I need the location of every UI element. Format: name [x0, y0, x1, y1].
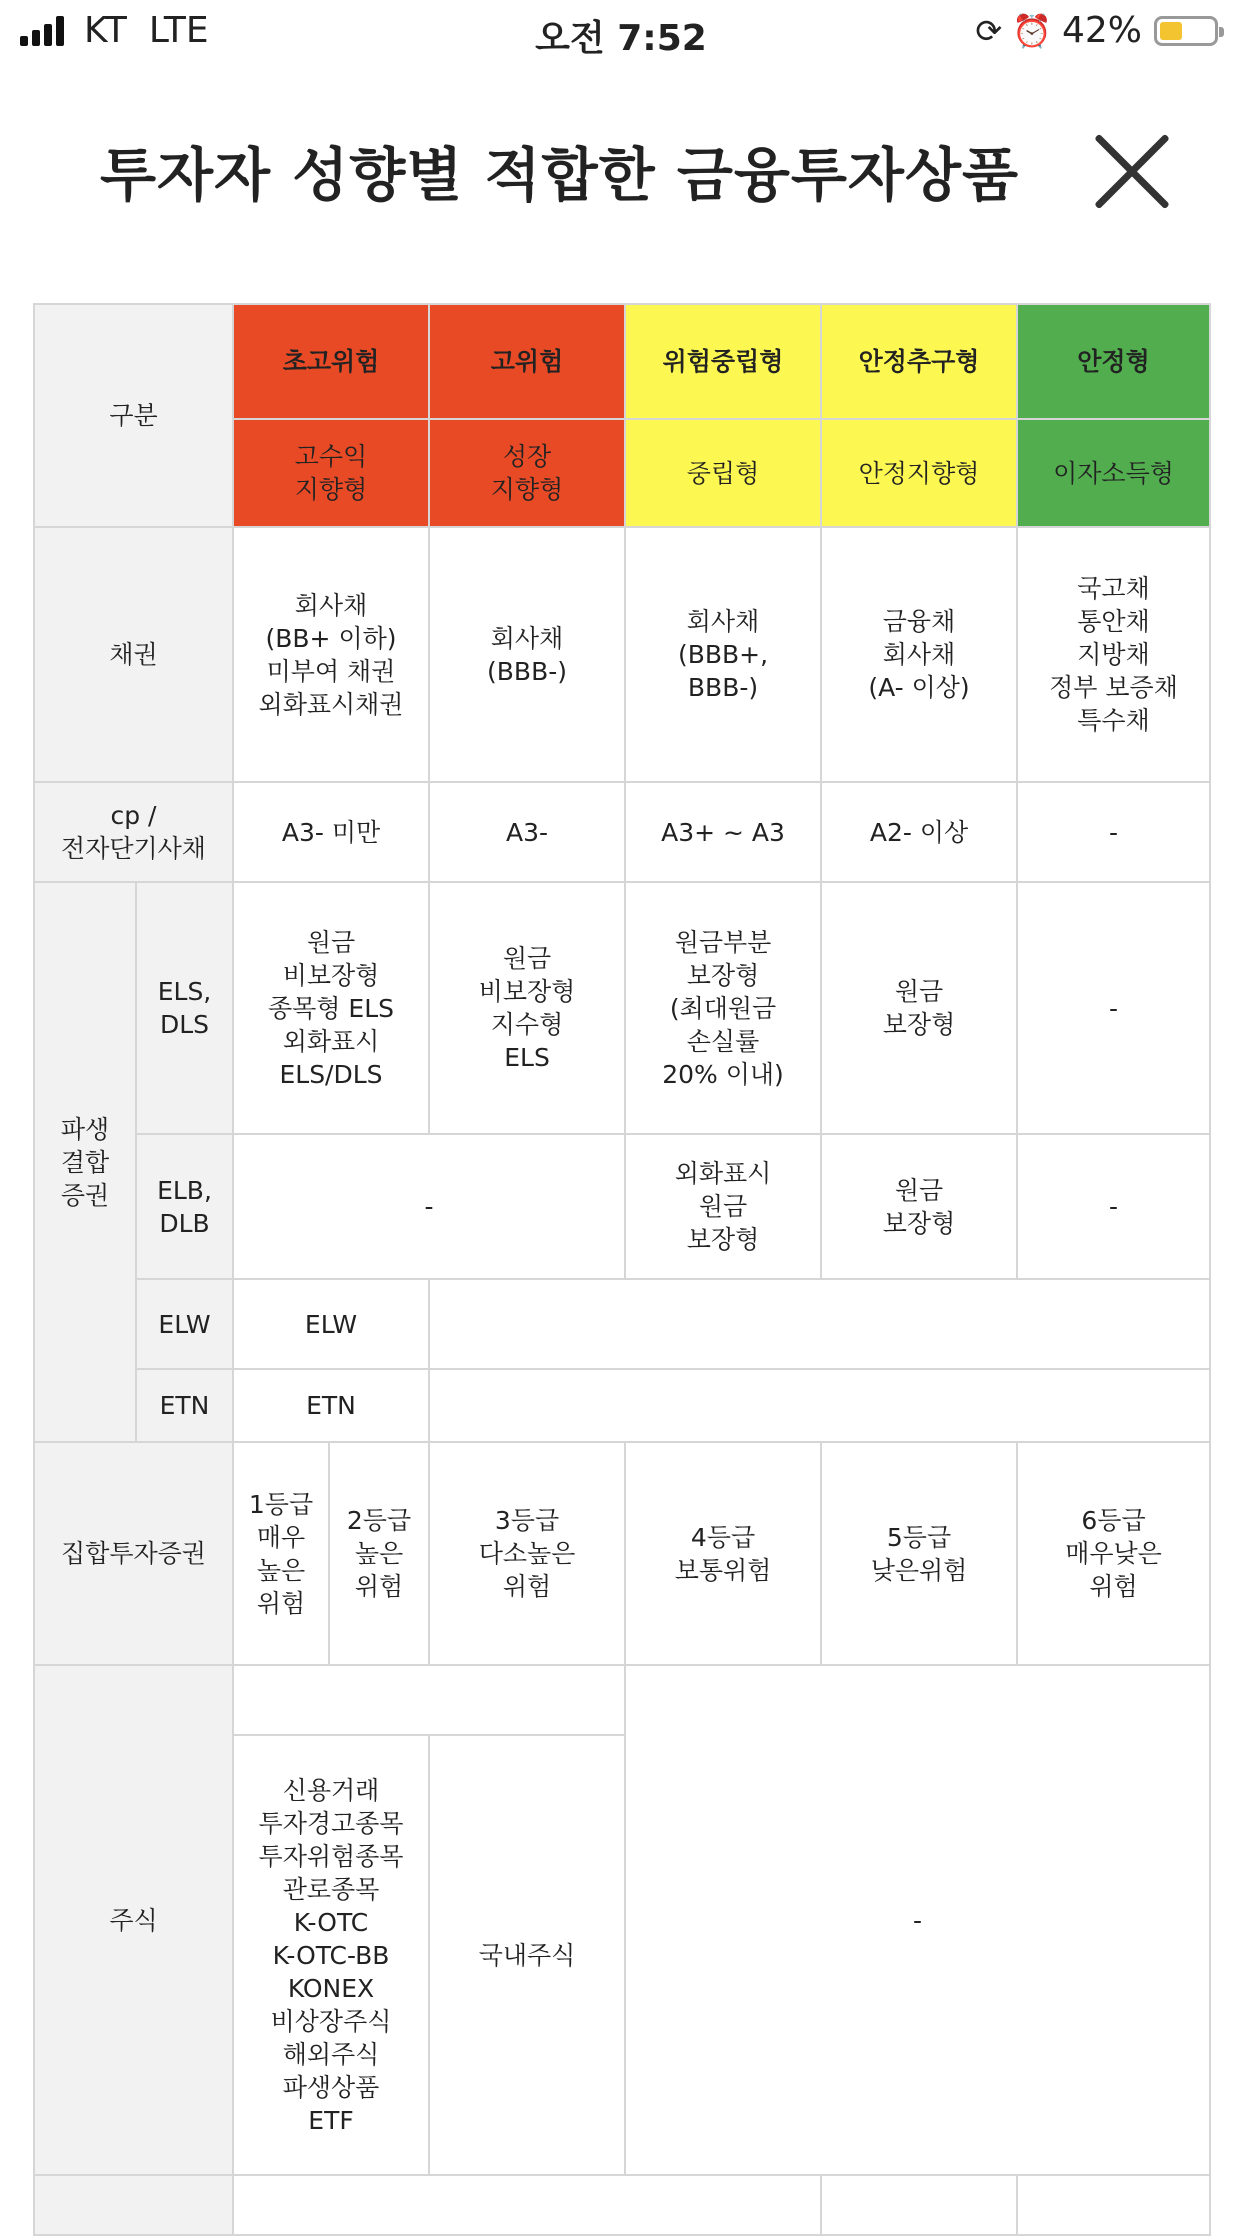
investor-type-header: 고수익 지향형: [233, 419, 429, 527]
table-cell: 원금 보장형: [821, 882, 1017, 1134]
risk-level-header: 고위험: [429, 304, 625, 419]
row-label-elw: ELW: [136, 1279, 233, 1369]
row-label-cp: cp / 전자단기사채: [34, 782, 233, 882]
investor-type-header: 이자소득형: [1017, 419, 1210, 527]
table-cell: 1등급 매우 높은 위험: [233, 1442, 329, 1665]
status-bar: [0, 0, 1242, 62]
elw-row: [34, 1279, 1210, 1369]
table-cell: 외화표시 원금 보장형: [625, 1134, 821, 1279]
row-label-fund: 집합투자증권: [34, 1442, 233, 1665]
empty-cell: [1017, 2175, 1210, 2235]
carrier: KT: [84, 10, 127, 51]
network-type: LTE: [148, 10, 209, 51]
risk-level-header: 안정추구형: [821, 304, 1017, 419]
battery-percent: 42%: [1061, 10, 1142, 51]
investor-type-header: 중립형: [625, 419, 821, 527]
risk-header-row: [34, 304, 1210, 419]
table-cell: 원금 보장형: [821, 1134, 1017, 1279]
row-label-etn: ETN: [136, 1369, 233, 1442]
empty-cell: [34, 2175, 233, 2235]
battery-icon: [1154, 16, 1218, 46]
category-label: 구분: [34, 304, 233, 527]
empty-cell: [233, 2175, 821, 2235]
table-cell: 금융채 회사채 (A- 이상): [821, 527, 1017, 782]
table-cell: 3등급 다소높은 위험: [429, 1442, 625, 1665]
table-cell: 6등급 매우낮은 위험: [1017, 1442, 1210, 1665]
table-cell: 원금 비보장형 지수형 ELS: [429, 882, 625, 1134]
table-cell: 회사채 (BB+ 이하) 미부여 채권 외화표시채권: [233, 527, 429, 782]
table-cell: A3- 미만: [233, 782, 429, 882]
close-icon[interactable]: [1090, 130, 1174, 214]
row-label-derivative: 파생 결합 증권: [34, 882, 136, 1442]
table-cell: A3-: [429, 782, 625, 882]
table-cell: -: [1017, 782, 1210, 882]
stock-row-top: [34, 1665, 1210, 1735]
table-cell: -: [625, 1665, 1210, 2175]
table-cell: 회사채 (BBB-): [429, 527, 625, 782]
rotation-lock-icon: ⟳: [975, 11, 1003, 50]
bond-row: [34, 527, 1210, 782]
table-cell: -: [1017, 882, 1210, 1134]
table-cell: 국고채 통안채 지방채 정부 보증채 특수채: [1017, 527, 1210, 782]
risk-level-header: 위험중립형: [625, 304, 821, 419]
status-right: [975, 10, 1218, 51]
table-cell: 원금부분 보장형 (최대원금 손실률 20% 이내): [625, 882, 821, 1134]
row-label-els: ELS, DLS: [136, 882, 233, 1134]
els-row: [34, 882, 1210, 1134]
empty-cell: [429, 1279, 1210, 1369]
row-label-stock: 주식: [34, 1665, 233, 2175]
table-cell: 신용거래 투자경고종목 투자위험종목 관로종목 K-OTC K-OTC-BB KONEX 비상장주식 해외주식 파생상품 ETF: [233, 1735, 429, 2175]
clock: 오전 7:52: [535, 18, 707, 59]
row-label-elb: ELB, DLB: [136, 1134, 233, 1279]
table-cell: 국내주식: [429, 1735, 625, 2175]
elb-row: [34, 1134, 1210, 1279]
page-title: 투자자 성향별 적합한 금융투자상품: [100, 141, 1019, 209]
empty-cell: [429, 1369, 1210, 1442]
table-cell: 원금 비보장형 종목형 ELS 외화표시 ELS/DLS: [233, 882, 429, 1134]
alarm-icon: ⏰: [1012, 11, 1052, 50]
fund-row: [34, 1442, 1210, 1665]
table-cell: ETN: [233, 1369, 429, 1442]
etn-row: [34, 1369, 1210, 1442]
cp-row: [34, 782, 1210, 882]
table-cell: -: [1017, 1134, 1210, 1279]
risk-level-header: 초고위험: [233, 304, 429, 419]
table-cell: 4등급 보통위험: [625, 1442, 821, 1665]
table-cell: ELW: [233, 1279, 429, 1369]
empty-cell: [233, 1665, 625, 1735]
empty-cell: [821, 2175, 1017, 2235]
next-row-partial: [34, 2175, 1210, 2235]
battery-fill: [1160, 22, 1182, 40]
table-cell: 5등급 낮은위험: [821, 1442, 1017, 1665]
table-cell: 회사채 (BBB+, BBB-): [625, 527, 821, 782]
investor-type-header: 성장 지향형: [429, 419, 625, 527]
risk-level-header: 안정형: [1017, 304, 1210, 419]
table-cell: A2- 이상: [821, 782, 1017, 882]
row-label-bond: 채권: [34, 527, 233, 782]
table-cell: 2등급 높은 위험: [329, 1442, 429, 1665]
page-header: [0, 110, 1242, 230]
product-table: [33, 303, 1211, 2236]
table-cell: -: [233, 1134, 625, 1279]
investor-type-header: 안정지향형: [821, 419, 1017, 527]
table-cell: A3+ ~ A3: [625, 782, 821, 882]
